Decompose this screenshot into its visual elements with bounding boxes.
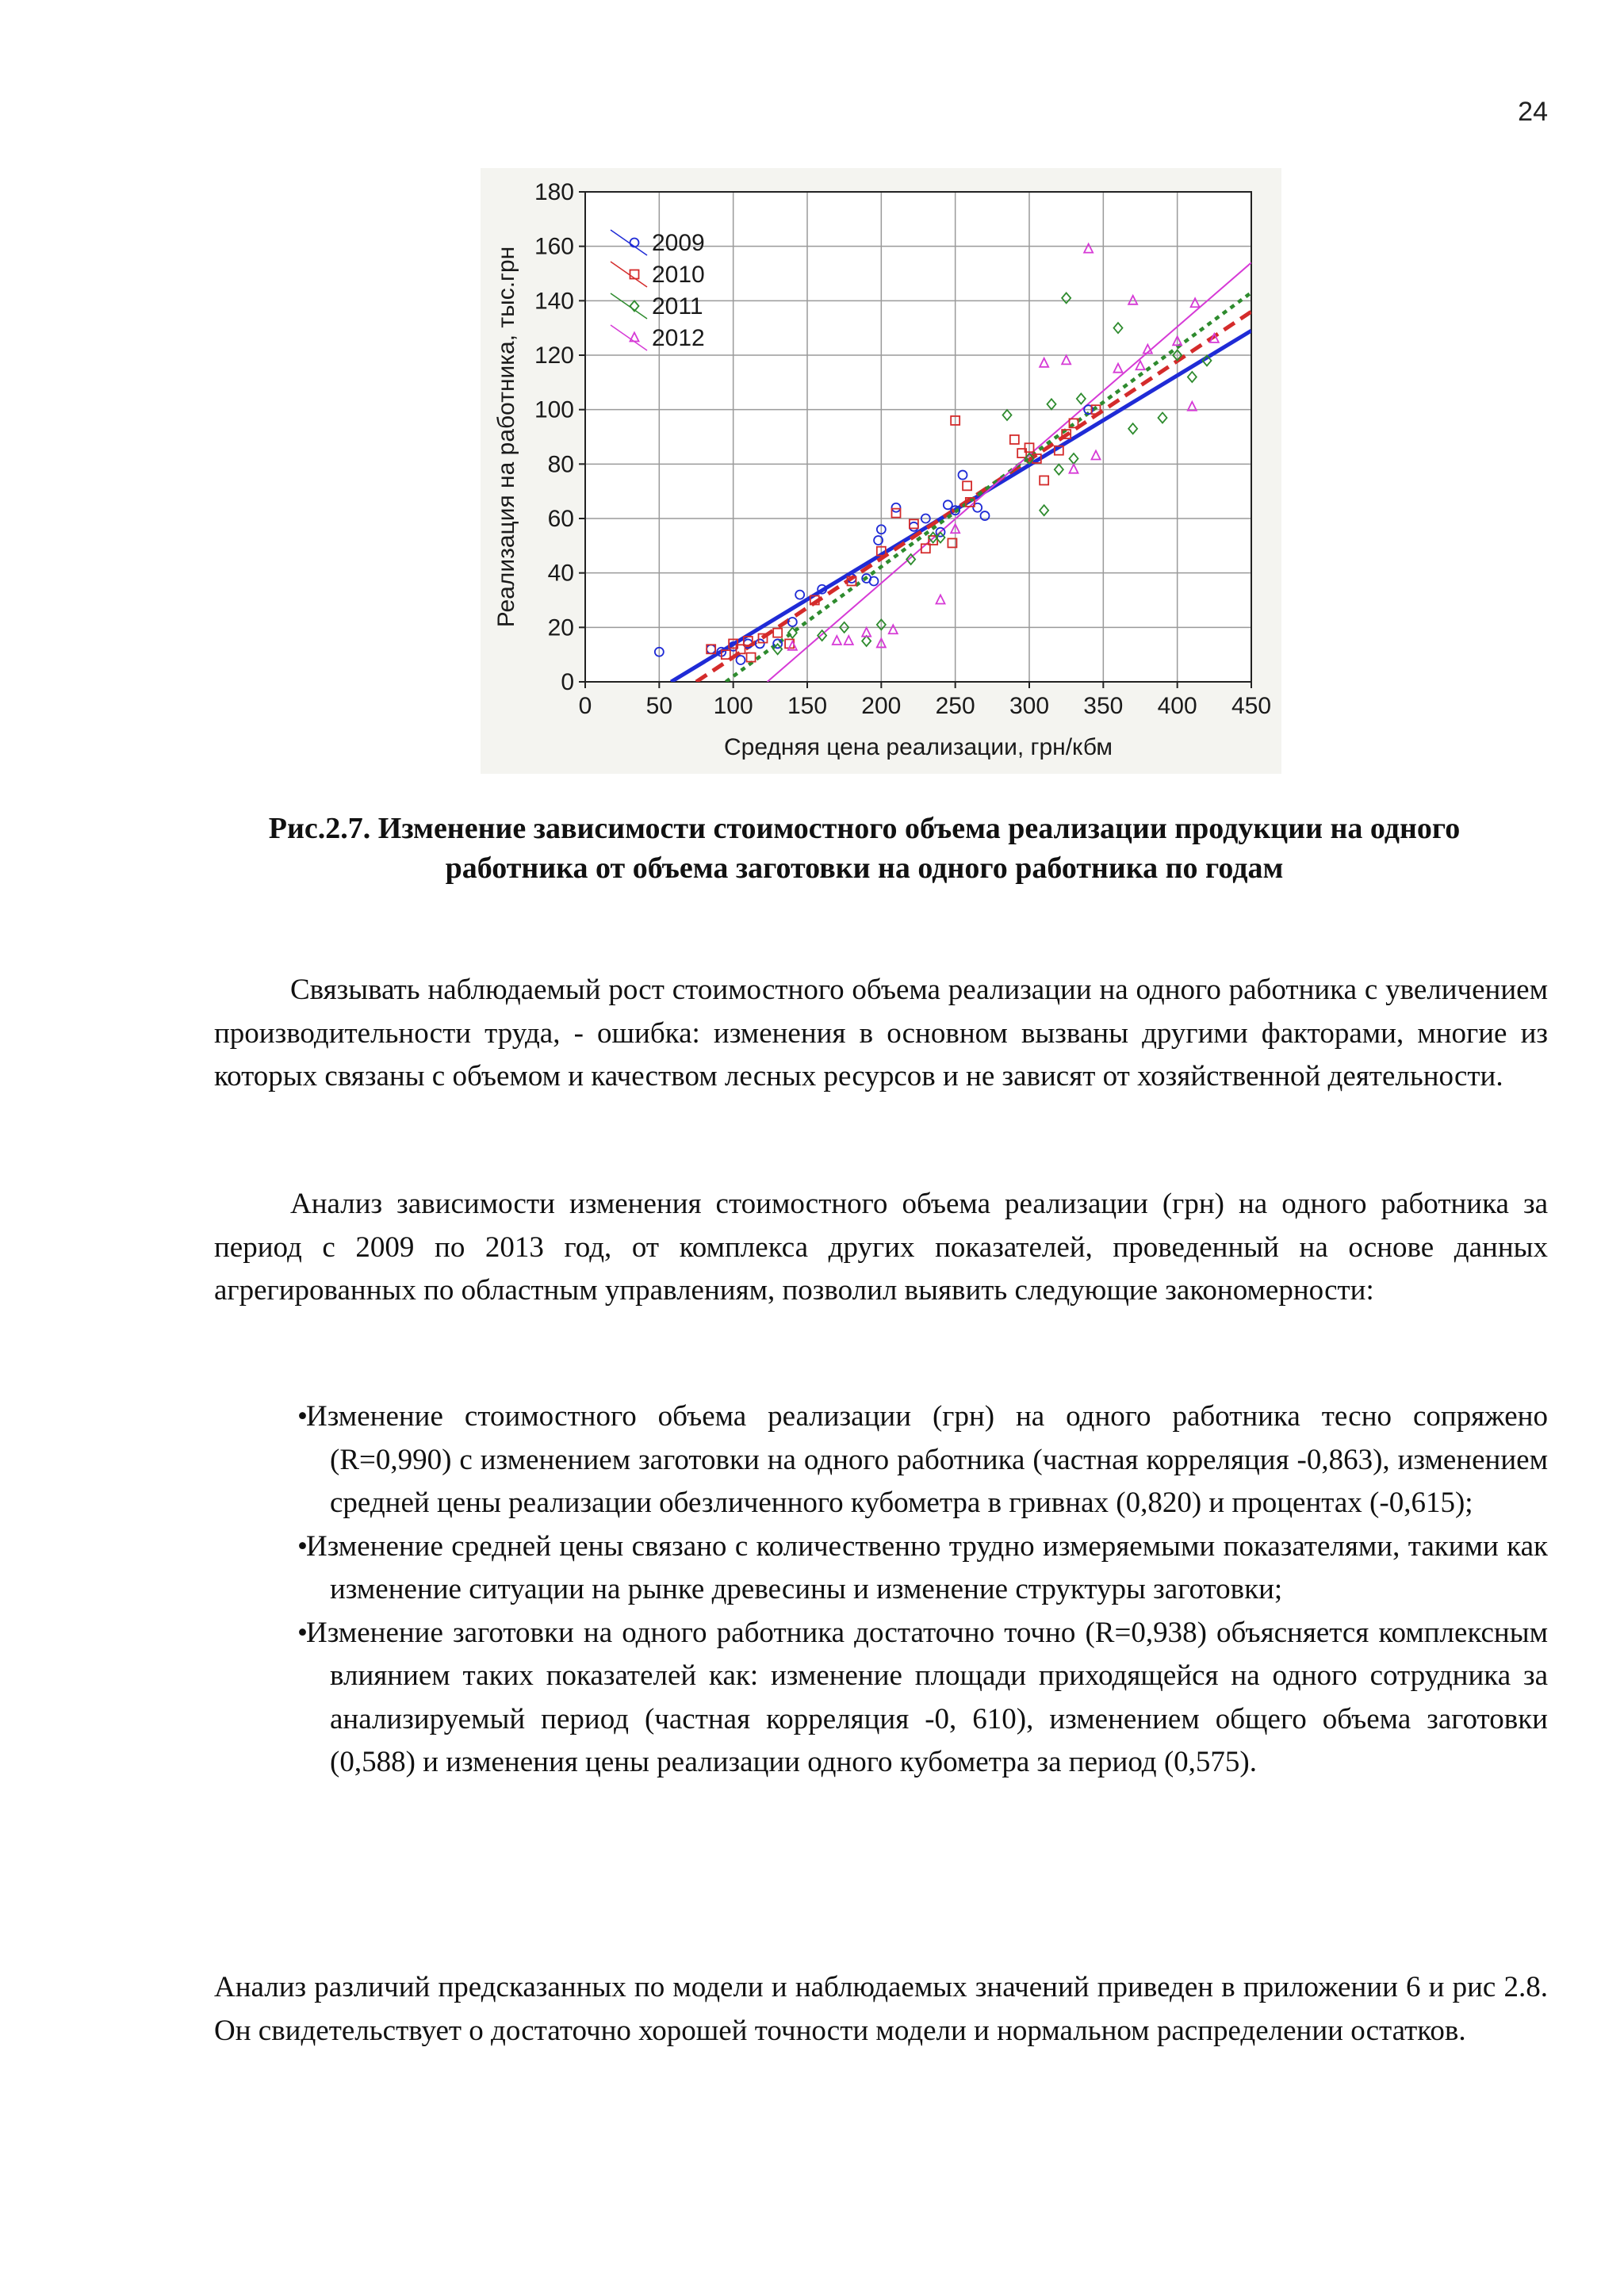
- bullet-list-block: [214, 1395, 1548, 1785]
- x-tick-label: 350: [1083, 693, 1124, 719]
- y-tick-label: 80: [547, 451, 574, 478]
- legend-label-2009: 2009: [652, 230, 705, 256]
- legend-label-2012: 2012: [652, 325, 705, 351]
- x-tick-label: 450: [1231, 693, 1272, 719]
- page-number: 24: [1518, 97, 1548, 127]
- y-tick-label: 140: [534, 288, 574, 315]
- y-axis-label: Реализация на работника, тыс.грн: [493, 246, 519, 628]
- legend-label-2010: 2010: [652, 262, 705, 288]
- x-tick-label: 100: [713, 693, 753, 719]
- x-tick-label: 250: [935, 693, 975, 719]
- bullet-icon: •: [297, 1400, 308, 1433]
- x-tick-label: 400: [1157, 693, 1197, 719]
- list-item-text: Изменение заготовки на одного работника достаточно точно (R=0,938) объясняется комплексным влиянием таких показателей как: изменение площади приходящейся на одного сотрудника за анализируемый период (частная корреляция -0, 610), изменением общего объема заготовки (0,588) и изменения цены реализации одного кубометра за период (0,575).: [306, 1616, 1548, 1778]
- paragraph-1: Связывать наблюдаемый рост стоимостного объема реализации на одного работника с увеличением производительности труда, - ошибка: изменения в основном вызваны другими факторами, многие из которых связаны с объемом и качеством лесных ресурсов и не зависят от хозяйственной деятельности.: [214, 974, 1548, 1093]
- legend-label-2011: 2011: [652, 293, 703, 320]
- x-axis-label: Средняя цена реализации, грн/кбм: [724, 734, 1113, 760]
- x-tick-label: 200: [861, 693, 902, 719]
- figure-chart: [481, 168, 1281, 774]
- list-item: [214, 1395, 1548, 1525]
- paragraph-1-block: [214, 969, 1548, 1099]
- list-item: [214, 1525, 1548, 1612]
- x-tick-label: 0: [578, 693, 592, 719]
- x-tick-label: 50: [645, 693, 673, 719]
- bullet-icon: •: [297, 1616, 308, 1649]
- caption-line-2: работника от объема заготовки на одного работника по годам: [445, 851, 1284, 885]
- x-tick-label: 300: [1009, 693, 1050, 719]
- paragraph-3-block: [214, 1966, 1548, 2053]
- y-tick-label: 40: [547, 560, 574, 587]
- y-tick-label: 100: [534, 396, 574, 423]
- list-item-text: Изменение средней цены связано с количественно трудно измеряемыми показателями, такими как изменение ситуации на рынке древесины и изменение структуры заготовки;: [306, 1529, 1548, 1605]
- list-item: [214, 1612, 1548, 1785]
- figure-caption: [190, 809, 1538, 888]
- y-tick-label: 0: [561, 669, 574, 695]
- y-tick-label: 160: [534, 233, 574, 260]
- scatter-chart: [481, 168, 1281, 774]
- bullet-list: [214, 1395, 1548, 1785]
- paragraph-2-block: [214, 1183, 1548, 1313]
- y-tick-label: 120: [534, 342, 574, 369]
- y-tick-label: 180: [534, 179, 574, 205]
- paragraph-2: Анализ зависимости изменения стоимостного объема реализации (грн) на одного работника за период с 2009 по 2013 год, от комплекса других показателей, проведенный на основе данных агрегированных по областным управлениям, позволил выявить следующие закономерности:: [214, 1188, 1548, 1307]
- paragraph-3: Анализ различий предсказанных по модели и наблюдаемых значений приведен в приложении 6 и рис 2.8. Он свидетельствует о достаточно хорошей точности модели и нормальном распределении остатков.: [214, 1971, 1548, 2047]
- caption-line-1: Рис.2.7. Изменение зависимости стоимостного объема реализации продукции на одного: [268, 812, 1461, 845]
- x-tick-label: 150: [787, 693, 828, 719]
- list-item-text: Изменение стоимостного объема реализации (грн) на одного работника тесно сопряжено (R=0,990) с изменением заготовки на одного работника (частная корреляция -0,863), изменением средней цены реализации обезличенного кубометра в гривнах (0,820) и процентах (-0,615);: [306, 1400, 1548, 1519]
- y-tick-label: 20: [547, 614, 574, 641]
- y-tick-label: 60: [547, 506, 574, 532]
- bullet-icon: •: [297, 1529, 308, 1563]
